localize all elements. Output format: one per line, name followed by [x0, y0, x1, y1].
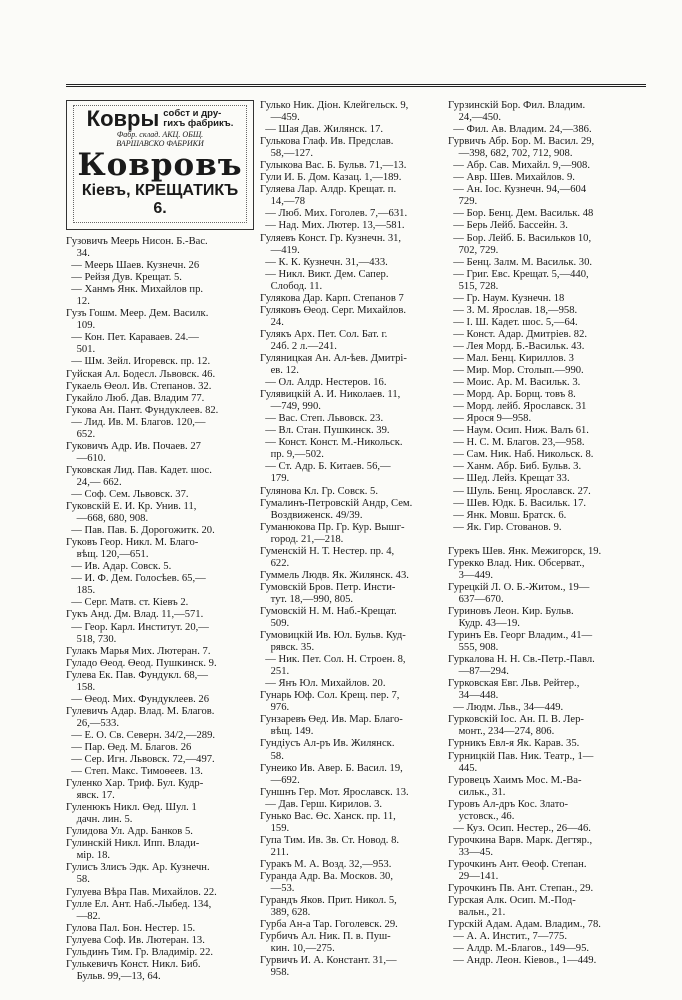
directory-entry-line: Гулькова Глаф. Ив. Предслав. — [260, 136, 394, 148]
directory-entry-line: Гукаель Өеол. Ив. Степанов. 32. — [66, 380, 212, 392]
directory-entry-line: Гулинскiй Никл. Ипп. Влади- — [66, 838, 200, 850]
directory-entry-line: — Пав. Пав. Б. Дорогожитк. 20. — [66, 525, 215, 537]
directory-entry-line: — Геор. Карл. Институт. 20,— — [66, 621, 209, 633]
directory-entry-line: — Шед. Лейз. Крещат 33. — [448, 473, 570, 485]
directory-entry-line: —692. — [260, 774, 300, 786]
directory-entry-line: кин. 10,—275. — [260, 943, 335, 955]
directory-entry-line: Гулуева Соф. Ив. Лютеран. 13. — [66, 934, 205, 946]
directory-entry-line: — И. Ф. Дем. Голосѣев. 65,— — [66, 573, 206, 585]
ad-headline-sub: собст и дру- гихъ фабрикъ. — [163, 108, 234, 129]
column-2 — [260, 100, 446, 979]
directory-entry-line: устовск., 46. — [448, 810, 515, 822]
directory-entry-line: — Ханм. Абр. Биб. Бульв. 3. — [448, 461, 582, 473]
directory-entry-line: — Конст. Конст. М.-Никольск. — [260, 437, 403, 449]
directory-entry-line: — Ник. Пет. Сол. Н. Строен. 8, — [260, 654, 406, 666]
column-1-entries — [66, 236, 256, 983]
directory-entry-line: — Куз. Осип. Нестер., 26—46. — [448, 822, 591, 834]
directory-entry-line: 702, 729. — [448, 244, 499, 256]
directory-entry-line: Гурандъ Яков. Прит. Никол. 5, — [260, 895, 397, 907]
directory-entry-line: Гулькевичъ Конст. Никл. Биб. — [66, 958, 201, 970]
directory-entry-line: Гулисъ Злисъ Эдк. Ар. Кузнечн. — [66, 862, 210, 874]
directory-entry-line: Гуковская Лид. Пав. Кадет. шос. — [66, 464, 212, 476]
directory-entry-line: Гулянова Кл. Гр. Совск. 5. — [260, 485, 378, 497]
directory-entry-line: Гулакъ Марья Мих. Лютеран. 7. — [66, 645, 211, 657]
directory-entry-line: 3—449. — [448, 569, 494, 581]
ad-address: Кiевъ, КРЕЩАТИКЪ 6. — [81, 182, 239, 217]
directory-entry-line: Гумовицкiй Ив. Юл. Бульв. Куд- — [260, 630, 406, 642]
directory-entry-line: Гурекко Влад. Ник. Обсерват., — [448, 557, 585, 569]
directory-entry-line: Гурскiй Адам. Адам. Владим., 78. — [448, 919, 601, 931]
directory-entry-line: явск. 17. — [66, 790, 115, 802]
directory-entry-line: — Вл. Стан. Пушкинск. 39. — [260, 425, 390, 437]
directory-entry-line: Гуляева Лар. Алдр. Крещат. п. — [260, 184, 397, 196]
directory-entry-line: — Наум. Осип. Ниж. Валъ 61. — [448, 425, 589, 437]
directory-entry-line: — Конст. Адар. Дмитрiев. 82. — [448, 328, 588, 340]
directory-entry-line: дачн. лин. 5. — [66, 814, 133, 826]
column-3 — [448, 100, 646, 967]
directory-entry-line: — Фил. Ав. Владим. 24,—386. — [448, 124, 592, 136]
directory-entry-line: 389, 628. — [260, 907, 311, 919]
directory-entry-line: — Пар. Өед. М. Благов. 26 — [66, 741, 192, 753]
directory-entry-line: Гуровецъ Хаимъ Мос. М.-Ва- — [448, 774, 582, 786]
directory-entry-line: 58. — [260, 750, 284, 762]
directory-entry-line: — Кон. Пет. Караваев. 24.— — [66, 332, 199, 344]
directory-entry-line: — Як. Гир. Стованов. 9. — [448, 521, 562, 533]
ad-company-name: Ковровъ — [77, 147, 243, 183]
directory-entry-line: — Лид. Ив. М. Благов. 120,— — [66, 416, 206, 428]
directory-entry-line: 179. — [260, 473, 290, 485]
directory-entry-line: Гурецкiй Л. О. Б.-Житом., 19— — [448, 581, 590, 593]
directory-entry-line: 24,— 662. — [66, 476, 122, 488]
directory-entry-line: Кудр. 43—19. — [448, 618, 520, 630]
directory-entry-line: — Алдр. М.-Благов., 149—95. — [448, 943, 590, 955]
directory-entry-line: Гуладо Өеод. Өеод. Пушкинск. 9. — [66, 657, 217, 669]
directory-entry-line: Гуриновъ Леон. Кир. Бульв. — [448, 605, 574, 617]
directory-entry-line: Гурбичъ Ал. Ник. П. в. Пуш- — [260, 931, 391, 943]
directory-entry-line: Гунько Вас. Өс. Ханск. пр. 11, — [260, 810, 396, 822]
directory-entry-line: 185. — [66, 585, 96, 597]
directory-entry-line: Гурвичъ Абр. Бор. М. Васил. 29, — [448, 136, 595, 148]
directory-entry-line: Гумeнскiй Н. Т. Нестер. пр. 4, — [260, 545, 395, 557]
directory-entry-line: — I. Ш. Кадет. шос. 5,—64. — [448, 316, 578, 328]
directory-entry-line: Гулевичъ Адар. Влад. М. Благов. — [66, 705, 215, 717]
directory-entry-line: — Рейзя Дув. Крещат. 5. — [66, 272, 182, 284]
directory-entry-line: Гулуева Вѣра Пав. Михайлов. 22. — [66, 886, 217, 898]
directory-entry-line: Гурвичъ И. А. Констант. 31,— — [260, 955, 397, 967]
directory-entry-line: Гурекъ Шев. Янк. Межигорск, 19. — [448, 545, 602, 557]
directory-entry-line: —749, 990. — [260, 401, 321, 413]
directory-entry-line: Гунзаревъ Өед. Ив. Мар. Благо- — [260, 714, 403, 726]
directory-entry-line: 622. — [260, 557, 290, 569]
directory-entry-line: 14,—78 — [260, 196, 306, 208]
directory-entry-line: Гуленко Хар. Триф. Бул. Кудр- — [66, 778, 204, 790]
directory-entry-line: Гуляевъ Конст. Гр. Кузнечн. 31, — [260, 232, 402, 244]
directory-entry-line: Гурковскiй Iос. Ан. П. В. Лер- — [448, 714, 584, 726]
directory-entry-line: Гульдинъ Тим. Гр. Владимiр. 22. — [66, 946, 214, 958]
directory-entry-line: — Вас. Степ. Львовск. 23. — [260, 413, 384, 425]
directory-entry-line: Гунарь Юф. Сол. Крещ. пер. 7, — [260, 690, 400, 702]
directory-entry-line: 34. — [66, 248, 90, 260]
directory-entry-line: — Сам. Ник. Наб. Никольск. 8. — [448, 449, 594, 461]
directory-entry-line: —82. — [66, 910, 101, 922]
directory-entry-line: 211. — [260, 846, 289, 858]
directory-entry-line: 729. — [448, 196, 478, 208]
directory-entry-line: Гуйская Ал. Бодесл. Львовск. 46. — [66, 368, 216, 380]
directory-entry-line: Гуковичъ Адр. Ив. Почаев. 27 — [66, 440, 201, 452]
directory-entry-line: 637—670. — [448, 593, 504, 605]
directory-entry-line: — Авр. Шев. Михайлов. 9. — [448, 172, 575, 184]
directory-entry-line: Гурницкiй Пав. Ник. Театр., 1— — [448, 750, 594, 762]
directory-entry-line: — Шая Дав. Жилянск. 17. — [260, 124, 384, 136]
directory-entry-line: — Ханмъ Янк. Михайлов пр. — [66, 284, 204, 296]
directory-entry-line: Гурочкинъ Ант. Өеоф. Степан. — [448, 858, 587, 870]
directory-entry-line: 12. — [66, 296, 90, 308]
directory-entry-line: Гуранда Адр. Ва. Москов. 30, — [260, 871, 393, 882]
directory-entry-line: — Бор. Бенц. Дем. Васильк. 48 — [448, 208, 594, 220]
directory-entry-line: 518, 730. — [66, 633, 117, 645]
ad-headline — [76, 108, 244, 130]
directory-entry-line: — Шуль. Бенц. Ярославск. 27. — [448, 485, 591, 497]
directory-entry-line: — Лея Морд. Б.-Васильк. 43. — [448, 340, 585, 352]
directory-entry-line: — Григ. Евс. Крещат. 5,—440, — [448, 268, 589, 280]
directory-entry-line: — Мир. Мор. Столып.—990. — [448, 365, 584, 377]
directory-entry-line: 24,—450. — [448, 112, 501, 124]
directory-entry-line: — Бор. Лейб. Б. Васильков 10, — [448, 232, 592, 244]
directory-entry-line: Гукова Ан. Пант. Фундуклеев. 82. — [66, 404, 219, 416]
directory-entry-line: 958. — [260, 967, 290, 979]
directory-entry-line: —53. — [260, 883, 295, 895]
directory-entry-line: Гулявицкiй А. И. Николаев. 11, — [260, 389, 401, 401]
directory-entry-line: сильк., 31. — [448, 786, 506, 798]
directory-entry-line: — К. К. Кузнечн. 31,—433. — [260, 256, 388, 268]
column-2-entries — [260, 100, 446, 979]
directory-entry-line: Гурзинскiй Бор. Фил. Владим. — [448, 100, 586, 111]
directory-entry-line: Слобод. 11. — [260, 280, 323, 292]
directory-entry-line: Гуленюкъ Никл. Өед. Шул. 1 — [66, 802, 197, 814]
directory-entry-line: Бульв. 99,—13, 64. — [66, 970, 161, 982]
directory-entry-line: — Ол. Алдр. Нестеров. 16. — [260, 377, 387, 389]
directory-entry-line: 652. — [66, 428, 96, 440]
directory-entry-line: Гумовскiй Бров. Петр. Инсти- — [260, 581, 396, 593]
directory-entry-line: Гуммель Людв. Як. Жилянск. 43. — [260, 569, 409, 581]
directory-entry-line: — Серг. Матв. ст. Кiевъ 2. — [66, 597, 189, 609]
directory-entry-line: Гурочкинъ Пв. Ант. Степан., 29. — [448, 883, 594, 895]
directory-entry-line: —459. — [260, 112, 300, 124]
directory-entry-line: 109. — [66, 320, 96, 332]
directory-entry-line: — Шм. Зейл. Игоревск. пр. 12. — [66, 356, 211, 368]
directory-entry-line: 33—45. — [448, 846, 494, 858]
directory-entry-line: 24б. 2 л.—241. — [260, 340, 337, 352]
directory-entry-line: Гуковскiй Е. И. Кр. Унив. 11, — [66, 501, 197, 513]
directory-entry-line: — Янъ Юл. Михайлов. 20. — [260, 678, 386, 690]
ad-headline-word: Ковры — [86, 106, 160, 131]
directory-entry-line: — З. М. Ярослав. 18,—958. — [448, 304, 578, 316]
directory-entry-line: 158. — [66, 681, 96, 693]
directory-entry-line: Гуркалова Н. Н. Св.-Петр.-Павл. — [448, 654, 595, 666]
directory-entry-line: пр. 9,—502. — [260, 449, 324, 461]
directory-entry-line: Гупа Тим. Ив. Зв. Ст. Новод. 8. — [260, 834, 400, 846]
top-rule — [66, 84, 646, 87]
directory-entry-line: —87—294. — [448, 666, 509, 678]
directory-entry-line: 251. — [260, 666, 290, 678]
column-3-entries — [448, 100, 646, 967]
directory-entry-line: — Дав. Герш. Кирилов. 3. — [260, 798, 383, 810]
directory-entry-line: — Над. Мих. Лютер. 13,—581. — [260, 220, 405, 232]
directory-entry-line: 555, 908. — [448, 642, 499, 654]
directory-entry-line: 29—141. — [448, 871, 499, 882]
directory-entry-line: рявск. 35. — [260, 642, 315, 654]
directory-entry-line: Гукъ Анд. Дм. Влад. 11,—571. — [66, 609, 204, 621]
directory-entry-line: — Андр. Леон. Кiевов., 1—449. — [448, 955, 597, 967]
directory-entry-line — [448, 534, 646, 546]
directory-entry-line: — Гр. Наум. Кузнечн. 18 — [448, 292, 565, 304]
directory-entry-line: Гулько Ник. Дiон. Клейгельск. 9, — [260, 100, 409, 111]
directory-entry-line: вѣщ. 149. — [260, 726, 314, 738]
directory-entry-line: — Морд. Ар. Борщ. товъ 8. — [448, 389, 576, 401]
directory-entry-line: — Люб. Мих. Гоголев. 7,—631. — [260, 208, 408, 220]
directory-entry-line: ев. 12. — [260, 365, 299, 377]
directory-entry-line: Гурникъ Евл-я Як. Карав. 35. — [448, 738, 580, 750]
directory-entry-line: — Меерь Шаев. Кузнечн. 26 — [66, 260, 200, 272]
directory-entry-line: Гуковъ Геор. Никл. М. Благо- — [66, 537, 199, 549]
directory-entry-line: — Соф. Сем. Львовск. 37. — [66, 488, 189, 500]
directory-entry-line: 24. — [260, 316, 284, 328]
advertisement-box — [66, 100, 254, 230]
directory-entry-line: Гумалинъ-Петровскiй Андр, Сем. — [260, 497, 413, 509]
directory-entry-line: Гумовскiй Н. М. Наб.-Крещат. — [260, 605, 397, 617]
directory-entry-line: Гукайло Люб. Дав. Владим 77. — [66, 392, 205, 404]
directory-entry-line: тут. 18,—990, 805. — [260, 593, 354, 605]
directory-entry-line: — Бенц. Залм. М. Васильк. 30. — [448, 256, 593, 268]
directory-entry-line: Гуманюкова Пр. Гр. Кур. Вышг- — [260, 521, 405, 533]
directory-entry-line: Гулле Ел. Ант. Наб.-Лыбед. 134, — [66, 898, 212, 910]
directory-entry-line: Гундiусъ Ал-ръ Ив. Жилянск. — [260, 738, 395, 750]
directory-entry-line: — Янк. Мовш. Братск. 6. — [448, 509, 567, 521]
directory-entry-line: — Людм. Льв., 34—449. — [448, 702, 564, 714]
directory-entry-line: Гузовичъ Меерь Нисон. Б.-Вас. — [66, 236, 208, 247]
directory-entry-line: Гулякъ Арх. Пет. Сол. Бат. г. — [260, 328, 388, 340]
directory-entry-line: — Шев. Юдк. Б. Васильк. 17. — [448, 497, 587, 509]
directory-entry-line: Воздвиженск. 49/39. — [260, 509, 363, 521]
directory-entry-line: Гуровъ Ал-дръ Кос. Злато- — [448, 798, 569, 810]
column-1 — [66, 100, 256, 983]
directory-entry-line: 976. — [260, 702, 290, 714]
directory-entry-line: — Ст. Адр. Б. Китаев. 56,— — [260, 461, 391, 473]
directory-entry-line: — Берь Лейб. Бассейн. 3. — [448, 220, 568, 232]
directory-entry-line: Гуляницкая Ан. Ал-ѣев. Дмитрi- — [260, 352, 407, 364]
directory-entry-line: 445. — [448, 762, 478, 774]
directory-entry-line: 58,—127. — [260, 148, 313, 160]
directory-entry-line: Гурская Алк. Осип. М.-Под- — [448, 895, 576, 907]
directory-entry-line: мiр. 18. — [66, 850, 111, 862]
directory-entry-line: Гурочкина Варв. Марк. Дегтяр., — [448, 834, 593, 846]
directory-entry-line: — Н. С. М. Благов. 23,—958. — [448, 437, 585, 449]
directory-entry-line: —398, 682, 702, 712, 908. — [448, 148, 573, 160]
directory-entry-line: — Моис. Ар. М. Васильк. 3. — [448, 377, 581, 389]
directory-entry-line: Гунеико Ив. Авер. Б. Васил. 19, — [260, 762, 403, 774]
directory-entry-line: 26,—533. — [66, 717, 119, 729]
directory-entry-line: — Сер. Игн. Львовск. 72,—497. — [66, 754, 215, 766]
directory-entry-line: 515, 728. — [448, 280, 499, 292]
directory-entry-line: — Ив. Адар. Совск. 5. — [66, 561, 172, 573]
directory-entry-line: монт., 234—274, 806. — [448, 726, 555, 738]
directory-entry-line: Гули И. Б. Дом. Казац. 1,—189. — [260, 172, 402, 184]
directory-entry-line: — Морд. лейб. Ярославск. 31 — [448, 401, 587, 413]
directory-entry-line: вѣщ. 120,—651. — [66, 549, 149, 561]
directory-entry-line: 509. — [260, 618, 290, 630]
directory-entry-line: Гулидова Ул. Адр. Банков 5. — [66, 826, 193, 838]
directory-entry-line: Гулякова Дар. Карп. Степанов 7 — [260, 292, 404, 304]
directory-entry-line: — Никл. Викт. Дем. Сапер. — [260, 268, 389, 280]
directory-entry-line: Гулова Пал. Бон. Нестер. 15. — [66, 922, 196, 934]
directory-entry-line: Гуншнъ Гер. Мот. Ярославск. 13. — [260, 786, 409, 798]
directory-entry-line: Гулыкова Вас. Б. Бульв. 71,—13. — [260, 160, 407, 172]
directory-entry-line: город. 21,—218. — [260, 533, 344, 545]
directory-entry-line: Гурба Ан-а Тар. Гоголевск. 29. — [260, 919, 398, 931]
directory-entry-line: — Е. О. Св. Северн. 34/2,—289. — [66, 729, 216, 741]
directory-entry-line: — Мал. Бенц. Кириллов. 3 — [448, 352, 574, 364]
directory-entry-line: Гузъ Гошм. Меер. Дем. Василк. — [66, 308, 209, 320]
directory-entry-line: —668, 680, 908. — [66, 513, 149, 525]
directory-entry-line: —419. — [260, 244, 300, 256]
directory-entry-line: — А. А. Инстит., 7—775. — [448, 931, 567, 943]
directory-entry-line: —610. — [66, 452, 106, 464]
directory-entry-line: Гуракъ М. А. Возд. 32,—953. — [260, 858, 392, 870]
directory-entry-line: — Өеод. Мих. Фундуклеев. 26 — [66, 693, 210, 705]
directory-entry-line: Гулева Ек. Пав. Фундукл. 68,— — [66, 669, 208, 681]
directory-entry-line: Гуляковъ Өеод. Серг. Михайлов. — [260, 304, 407, 316]
directory-entry-line: — Абр. Сав. Михайл. 9,—908. — [448, 160, 590, 172]
directory-entry-line: — Степ. Макс. Тимоөеев. 13. — [66, 766, 203, 778]
directory-entry-line: — Ярося 9—958. — [448, 413, 532, 425]
ad-subline: Фабр. склад. АКЦ. ОБЩ. ВАРШАВСКО ФАБРИКИ — [116, 130, 204, 148]
directory-entry-line: — Ан. Iос. Кузнечн. 94,—604 — [448, 184, 587, 196]
directory-entry-line: 501. — [66, 344, 96, 356]
directory-entry-line: 58. — [66, 874, 90, 886]
directory-entry-line: 34—448. — [448, 690, 499, 702]
directory-entry-line: Гурковская Евг. Льв. Рейтер., — [448, 678, 580, 690]
directory-entry-line: вальн., 21. — [448, 907, 506, 919]
directory-entry-line: Гуринъ Ев. Георг Владим., 41— — [448, 630, 593, 642]
directory-entry-line: 159. — [260, 822, 290, 834]
